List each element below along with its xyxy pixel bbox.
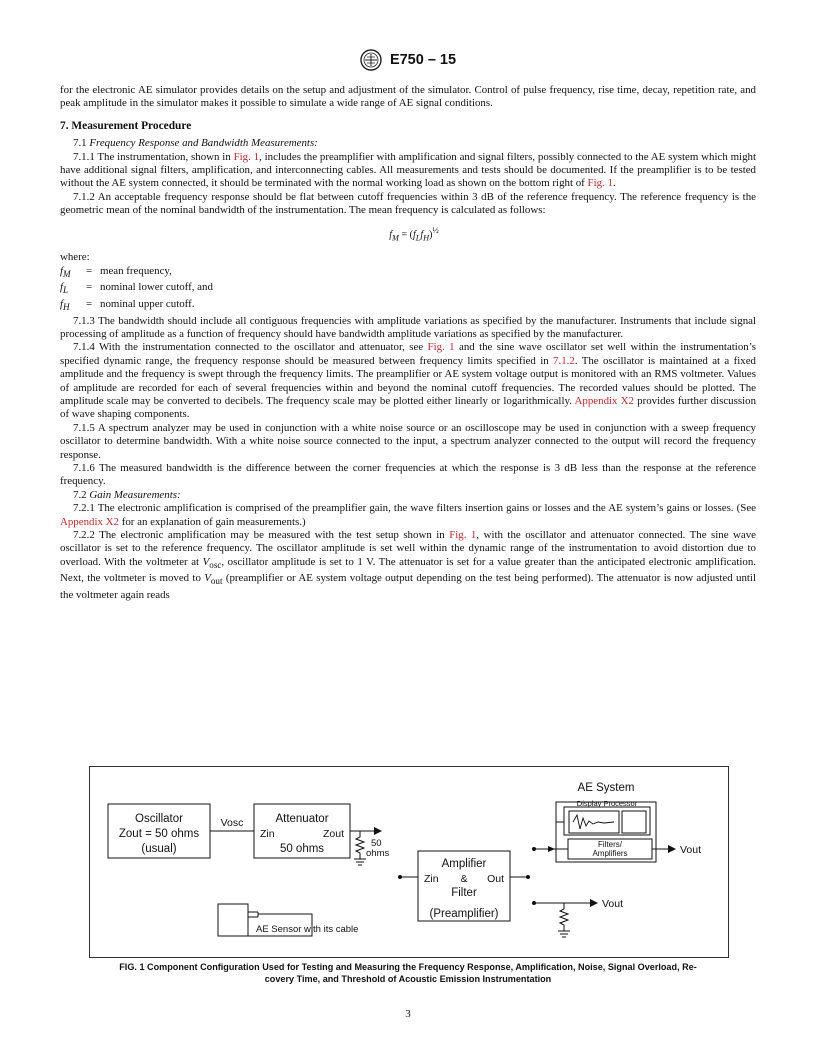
fig1-link[interactable]: Fig. 1 [449,529,477,542]
definition-row [60,298,756,315]
para-number: 7.2 [73,488,87,501]
text-run: 7.2.1 The electronic amplification is comprised of the preamplifier gain, the wave filters insertion gains or losses and the AE system’s gains or losses. (See [73,502,756,515]
eq-symbol: f [420,228,424,240]
vosc-label: Vosc [220,817,244,829]
def-text: mean frequency, [100,264,172,277]
def-equals: = [86,297,93,310]
voltage-symbol: V [202,555,210,568]
paragraph-7-1-1 [60,151,756,191]
definitions-list [60,265,756,315]
amplifier-and: & [460,873,468,885]
eq-subscript: M [392,232,399,242]
amplifier-filter: Filter [451,887,477,899]
oscillator-usual: (usual) [141,843,177,855]
intro-paragraph: for the electronic AE simulator provides details on the setup and adjustment of the simulator. Control of pulse frequency, rise time, decay, repetition rate, and peak amplitude in the simulator makes it possible to simulate a wide range of AE signal conditions. [60,84,756,110]
def-equals: = [86,264,93,277]
def-sub: L [63,285,69,296]
vout-system-label: Vout [680,844,702,856]
page-header [0,49,816,71]
text-run: , includes the preamplifier with amplification and signal filters, possibly connected to the AE system which might have additional signal filters, amplification, and interconnecting cables. All measurements and tests should be documented. If the preamplifier is to be tested without the AE system connected, it should be terminated with the normal working load as shown on the bottom right of [60,150,757,190]
amplifiers-label: Amplifiers [592,849,628,858]
termination-value: 50 [371,838,382,849]
appendix-x2-link[interactable]: Appendix X2 [60,515,119,528]
def-symbol [60,281,86,298]
eq-operator: = ( [398,228,413,240]
para-number: 7.1 [73,137,87,150]
definition-row [60,281,756,298]
ae-sensor-label: AE Sensor with its cable [256,924,359,935]
paragraph-7-1-3: 7.1.3 The bandwidth should include all contiguous frequencies with amplitude variations as specified by the manufacturer. Instruments that include signal processing of amplitude as a function of frequency should have bandwidth amplitude variations as specified by the manufacturer. [60,314,756,340]
text-run: 7.2.2 The electronic amplification may be measured with the test setup shown in [73,529,450,542]
figure-1-diagram [89,766,729,958]
figure-caption [60,961,756,985]
eq-exponent: ½ [432,225,439,235]
amplifier-zin: Zin [424,873,439,885]
def-text: nominal upper cutoff. [100,297,195,310]
amplifier-out: Out [487,873,504,885]
def-text: nominal lower cutoff, and [100,281,213,294]
def-sub: H [63,302,70,313]
text-run: provides further discussion of wave shaping components. [60,394,757,421]
paragraph-7-1 [60,137,756,150]
def-sym: f [60,264,64,277]
attenuator-ohms: 50 ohms [279,843,325,855]
paragraph-7-1-6: 7.1.6 The measured bandwidth is the difference between the corner frequencies at which the response is 3 dB less than the response at the reference frequency. [60,462,756,488]
fig1-link[interactable]: Fig. 1 [587,177,613,190]
input-terminal-dot [398,875,402,879]
oscillator-label: Oscillator [135,813,183,825]
def-symbol [60,298,86,315]
eq-subscript: L [415,232,421,242]
section-heading: 7. Measurement Procedure [60,119,192,132]
arrow-icon [548,846,555,852]
text-run: , oscillator amplitude is set to 1 V. The attenuator is set for a value greater than the anticipated electronic amplification. Next, the voltmeter is moved to [60,555,756,585]
subsection-title: Gain Measurements: [89,488,181,501]
text-run: 7.1.4 With the instrumentation connected to the oscillator and attenuator, see [73,341,428,354]
preamplifier-label: (Preamplifier) [429,908,499,920]
voltage-symbol: V [204,572,211,585]
eq-operator: ) [429,228,433,240]
mean-frequency-equation [60,224,756,245]
attenuator-zin: Zin [260,828,275,840]
termination-dot [532,901,536,905]
fig1-link[interactable]: Fig. 1 [427,341,455,354]
arrow-icon [590,899,598,907]
subsection-title: Frequency Response and Bandwidth Measurements: [89,137,318,150]
text-run: (preamplifier or AE system voltage output depending on the test being performed). The attenuator is now adjusted until the voltmeter again reads [60,572,756,601]
text-run: . [612,177,616,190]
section-7-1-2-link[interactable]: 7.1.2 [553,354,575,367]
caption-line: covery Time, and Threshold of Acoustic Emission Instrumentation [264,974,552,984]
voltage-subscript: out [210,576,223,587]
page-number: 3 [405,1008,411,1020]
paragraph-7-1-5: 7.1.5 A spectrum analyzer may be used in conjunction with a white noise source or an oscilloscope may be used in conjunction with a sweep frequency oscillator to determine bandwidth. With a white noise source connected to the input, a spectrum analyzer connected to the output will record the frequency response. [60,421,756,461]
eq-subscript: H [423,232,430,242]
arrow-icon [374,827,382,835]
fig1-link[interactable]: Fig. 1 [233,150,260,163]
ae-sensor-box [218,904,248,936]
system-input-dot [532,847,536,851]
text-run: , with the oscillator and attenuator connected. The sine wave oscillator is set to the reference frequency. The oscillator amplitude is set well within the dynamic range of the instrumentation to avoid distortion due to overload. With the voltmeter at [60,529,757,568]
caption-line: FIG. 1 Component Configuration Used for Testing and Measuring the Frequency Response, Amplification, Noise, Signal Overload, Re- [119,962,697,972]
voltage-subscript: osc [209,560,222,571]
def-sub: M [63,268,71,279]
paragraph-7-1-2: 7.1.2 An acceptable frequency response should be flat between cutoff frequencies within 3 dB of the reference frequency. The reference frequency is the geometric mean of the nominal bandwidth of the instrumentation. The mean frequency is calculated as follows: [60,190,756,217]
paragraph-7-2-1 [60,502,756,529]
amplifier-label: Amplifier [441,858,487,870]
text-run: 7.1.1 The instrumentation, shown in [73,150,234,163]
def-sym: f [60,297,64,310]
vout-preamp-label: Vout [602,898,624,910]
standard-code: E750 – 15 [389,52,457,68]
astm-logo-icon [360,49,382,71]
appendix-x2-link[interactable]: Appendix X2 [574,394,634,407]
where-label: where: [60,251,90,264]
paragraph-7-1-4 [60,341,756,421]
termination-unit: ohms [366,848,390,859]
output-terminal-dot [526,875,530,879]
oscillator-impedance: Zout = 50 ohms [118,828,200,840]
display-processor-label: Display Processor [576,799,638,808]
filters-label: Filters/ [598,840,622,849]
text-run: . The oscillator is maintained at a fixed amplitude and the frequency is swept through the frequency limits. The preamplifier or AE system voltage output is monitored with an RMS voltmeter. Values of amplitude are recorded for each of several frequencies within and beyond the nominal cutoff frequencies. The recorded values should be plotted. The amplitude scale may be converted to decibels. The frequency scale may be plotted either linearly or logarithmically. [60,354,756,407]
waveform-icon [573,815,614,829]
definition-row [60,265,756,282]
attenuator-label: Attenuator [275,813,329,825]
paragraph-7-2 [60,489,756,502]
text-run: for an explanation of gain measurements.) [118,515,306,528]
processor-box [622,811,646,833]
ae-system-label: AE System [577,782,635,794]
def-equals: = [86,281,93,294]
paragraph-7-2-2 [60,529,756,602]
def-sym: f [60,281,64,294]
arrow-icon [668,845,676,853]
eq-symbol: f [389,228,393,240]
eq-symbol: f [412,228,416,240]
attenuator-zout: Zout [322,828,344,840]
def-symbol [60,265,86,282]
document-body [60,84,756,602]
text-run: and the sine wave oscillator set well within the instrumentation’s specified dynamic range, the frequency response should be measured between frequency limits specified in [60,341,756,367]
